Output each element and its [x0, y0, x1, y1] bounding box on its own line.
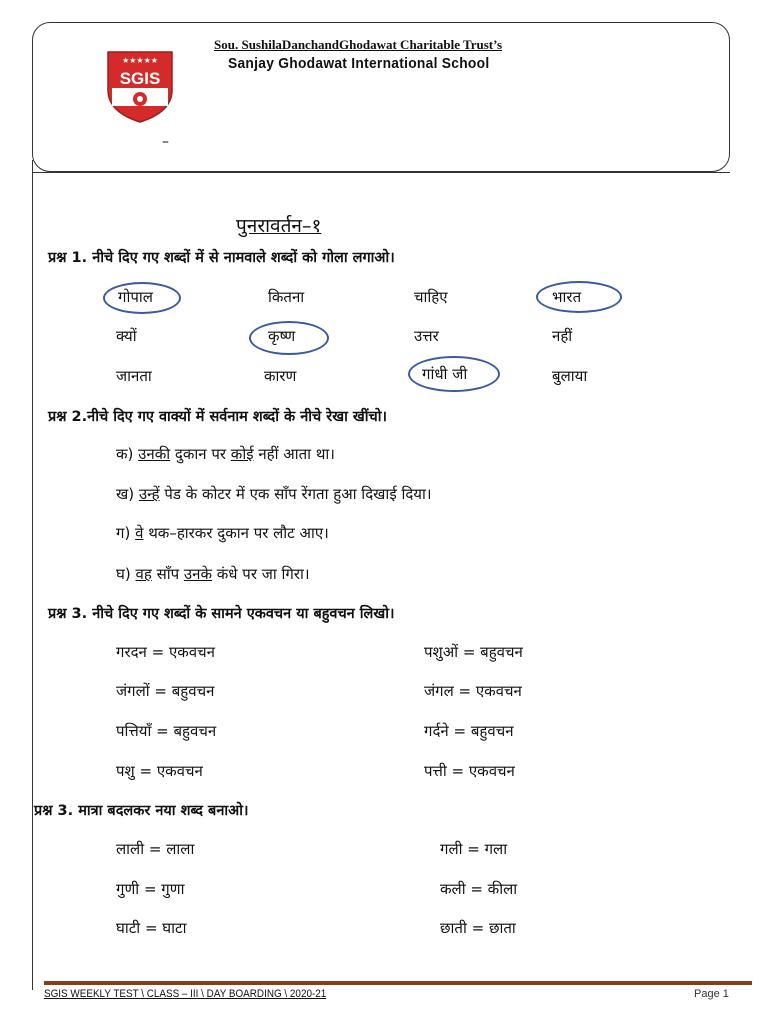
pronoun-underlined: उनके — [183, 565, 212, 583]
word-item: जानता — [116, 367, 152, 385]
word-item: भारत — [552, 288, 582, 306]
pronoun-underlined: वह — [135, 565, 152, 583]
answer-left: गुणी = गुणा — [116, 880, 185, 898]
word-item: गोपाल — [118, 288, 153, 306]
answer-left: पशु = एकवचन — [116, 762, 203, 780]
footer-bar — [44, 981, 752, 985]
answer-left: पत्तियाँ = बहुवचन — [116, 722, 217, 740]
sentence-text: थक–हारकर दुकान पर लौट आए। — [148, 524, 329, 542]
question-2-prompt: प्रश्न 2.नीचे दिए गए वाक्यों में सर्वनाम शब्दों के नीचे रेखा खींचो। — [48, 409, 387, 425]
word-item: गांधी जी — [422, 365, 468, 383]
sentence-text: नहीं आता था। — [258, 445, 335, 463]
question-1-prompt: प्रश्न 1. नीचे दिए गए शब्दों में से नामवाले शब्दों को गोला लगाओ। — [48, 250, 395, 266]
sentence-3 — [116, 523, 329, 543]
answer-right: कली = कीला — [440, 880, 518, 898]
answer-right: जंगल = एकवचन — [424, 682, 522, 700]
answer-left: घाटी = घाटा — [116, 919, 187, 937]
school-name: Sanjay Ghodawat International School — [228, 55, 490, 72]
sentence-4 — [116, 564, 310, 584]
sentence-label: घ) — [116, 565, 131, 583]
left-margin-line — [32, 160, 33, 990]
word-item: कारण — [264, 367, 297, 385]
sentence-text: दुकान पर — [174, 445, 227, 463]
word-item: चाहिए — [414, 288, 448, 306]
header-dash: – — [162, 134, 169, 150]
word-item: नहीं — [552, 327, 573, 345]
pronoun-underlined: उन्हें — [138, 485, 160, 503]
answer-right: पशुओं = बहुवचन — [424, 643, 523, 661]
page-number: Page 1 — [694, 988, 729, 1000]
logo-text: SGIS — [119, 69, 161, 88]
sentence-1 — [116, 444, 335, 464]
question-4-prompt: प्रश्न 3. मात्रा बदलकर नया शब्द बनाओ। — [34, 803, 249, 819]
sentence-text: कंधे पर जा गिरा। — [216, 565, 310, 583]
trust-name: Sou. SushilaDanchandGhodawat Charitable Trust’s — [214, 37, 503, 52]
word-item: क्यों — [116, 327, 137, 345]
answer-left: जंगलों = बहुवचन — [116, 682, 215, 700]
pronoun-underlined: वे — [135, 524, 144, 542]
answer-left: गरदन = एकवचन — [116, 643, 215, 661]
school-logo — [106, 50, 174, 124]
pronoun-underlined: कोई — [230, 445, 254, 463]
sentence-label: क) — [116, 445, 134, 463]
footer-text: SGIS WEEKLY TEST \ CLASS – III \ DAY BOARDING \ 2020-21 — [44, 988, 327, 1000]
sentence-text: साँप — [156, 565, 180, 583]
sentence-text: पेड के कोटर में एक साँप रेंगता हुआ दिखाई दिया। — [164, 485, 432, 503]
answer-right: छाती = छाता — [440, 919, 516, 937]
svg-text:★★★★★: ★★★★★ — [122, 56, 158, 65]
word-item: कृष्ण — [268, 327, 296, 345]
word-item: बुलाया — [552, 367, 588, 385]
answer-right: गर्दने = बहुवचन — [424, 722, 514, 740]
sentence-label: ख) — [116, 485, 135, 503]
header-divider — [33, 172, 730, 173]
answer-right: पत्ती = एकवचन — [424, 762, 515, 780]
sentence-2 — [116, 484, 432, 504]
question-3-prompt: प्रश्न 3. नीचे दिए गए शब्दों के सामने एकवचन या बहुवचन लिखो। — [48, 606, 395, 622]
page-title: पुनरावर्तन–१ — [236, 215, 322, 237]
pronoun-underlined: उनकी — [138, 445, 171, 463]
answer-right: गली = गला — [440, 840, 508, 858]
word-item: कितना — [268, 288, 305, 306]
sentence-label: ग) — [116, 524, 131, 542]
answer-left: लाली = लाला — [116, 840, 195, 858]
word-item: उत्तर — [414, 327, 439, 345]
